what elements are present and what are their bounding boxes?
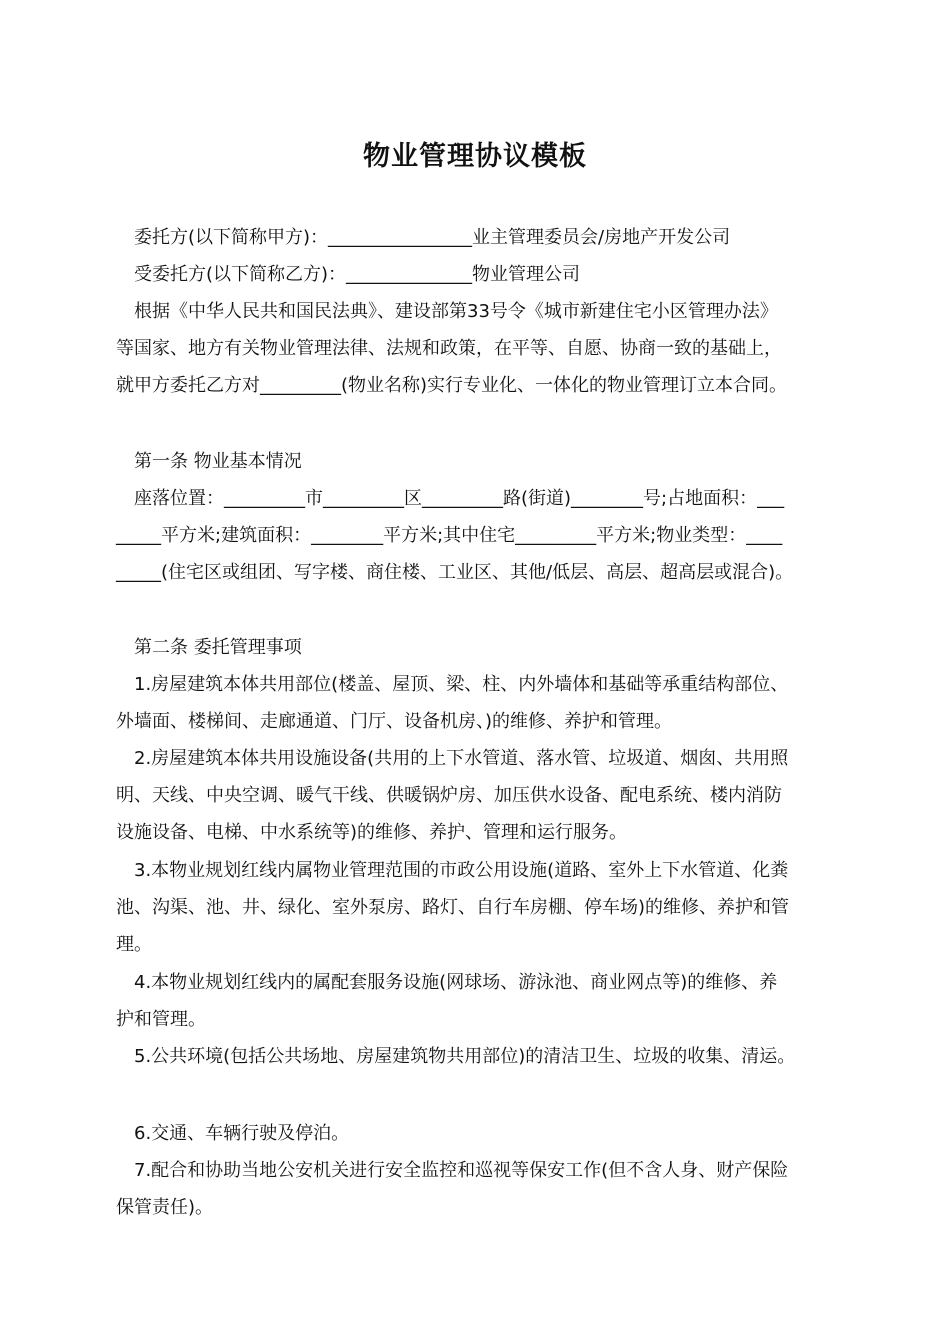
- preamble-line: 就甲方委托乙方对_________(物业名称)实行专业化、一体化的物业管理订立本合同。: [116, 375, 788, 396]
- item-2-line: 设施设备、电梯、中水系统等)的维修、养护、管理和运行服务。: [116, 822, 628, 843]
- document-title: 物业管理协议模板: [363, 141, 587, 172]
- item-3-line: 池、沟渠、池、井、绿化、室外泵房、路灯、自行车房棚、停车场)的维修、养护和管: [116, 897, 790, 918]
- item-5-line: 5.公共环境(包括公共场地、房屋建筑物共用部位)的清洁卫生、垃圾的收集、清运。: [134, 1046, 796, 1067]
- party-b-line: 受委托方(以下简称乙方)：______________物业管理公司: [134, 264, 581, 285]
- preamble-line: 等国家、地方有关物业管理法律、法规和政策，在平等、自愿、协商一致的基础上，: [116, 338, 782, 359]
- item-1-line: 1.房屋建筑本体共用部位(楼盖、屋顶、梁、柱、内外墙体和基础等承重结构部位、: [134, 674, 789, 695]
- item-2-line: 2.房屋建筑本体共用设施设备(共用的上下水管道、落水管、垃圾道、烟囱、共用照: [134, 748, 789, 769]
- item-2-line: 明、天线、中央空调、暖气干线、供暖锅炉房、加压供水设备、配电系统、楼内消防: [116, 785, 782, 806]
- article-1-line: _____平方米;建筑面积：________平方米;其中住宅_________平方米;物业类型：____: [116, 525, 783, 546]
- article-1-line: _____(住宅区或组团、写字楼、商住楼、工业区、其他/低层、高层、超高层或混合)。: [116, 562, 794, 583]
- item-4-line: 4.本物业规划红线内的属配套服务设施(网球场、游泳池、商业网点等)的维修、养: [134, 972, 778, 993]
- item-7-line: 7.配合和协助当地公安机关进行安全监控和巡视等保安工作(但不含人身、财产保险: [134, 1160, 789, 1181]
- item-3-line: 3.本物业规划红线内属物业管理范围的市政公用设施(道路、室外上下水管道、化粪: [134, 860, 789, 881]
- party-a-line: 委托方(以下简称甲方)：________________业主管理委员会/房地产开发公司: [134, 227, 731, 248]
- article-1-line: 座落位置：_________市_________区_________路(街道)________号;占地面积：___: [134, 488, 785, 509]
- item-3-line: 理。: [116, 934, 152, 955]
- item-4-line: 护和管理。: [116, 1009, 206, 1030]
- preamble-line: 根据《中华人民共和国民法典》、建设部第33号令《城市新建住宅小区管理办法》: [134, 301, 778, 322]
- article-2-heading: 第二条 委托管理事项: [134, 637, 302, 658]
- item-6-line: 6.交通、车辆行驶及停泊。: [134, 1123, 350, 1144]
- item-7-line: 保管责任)。: [116, 1197, 214, 1218]
- item-1-line: 外墙面、楼梯间、走廊通道、门厅、设备机房、)的维修、养护和管理。: [116, 711, 673, 732]
- article-1-heading: 第一条 物业基本情况: [134, 451, 302, 472]
